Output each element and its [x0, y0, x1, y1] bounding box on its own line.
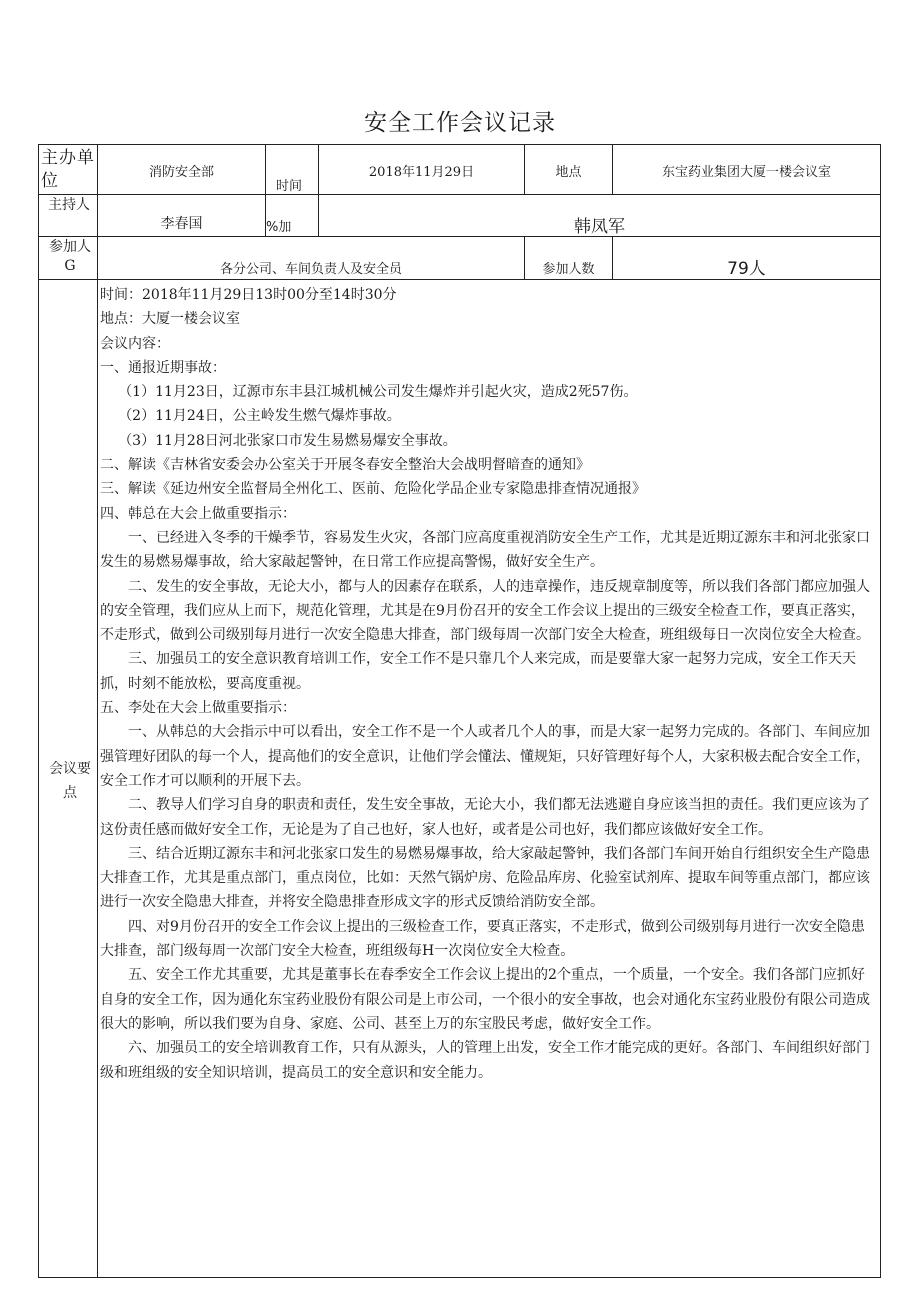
instruction-paragraph: 二、教导人们学习自身的职责和责任，发生安全事故，无论大小，我们都无法逃避自身应该当担的责任。我们更应该为了这份责任感而做好安全工作，无论是为了自己也好，家人也好，或者是公司也好，我们都应该做好安全工作。	[100, 797, 870, 838]
count-value: 79人	[727, 259, 766, 279]
section-heading: 五、李处在大会上做重要指示：	[100, 700, 296, 717]
chair-label: 主持人	[48, 197, 90, 213]
table-border-bottom	[38, 1277, 881, 1278]
meeting-minutes	[100, 283, 878, 1085]
participants-label: 参加人G	[49, 239, 91, 274]
table-col-divider	[97, 144, 98, 1278]
time-value: 2018年11月29日	[368, 165, 475, 180]
incident-item: （2）11月24日，公主岭发生燃气爆炸事故。	[118, 408, 401, 425]
table-row-divider	[38, 279, 881, 280]
section-heading: 一、通报近期事故：	[100, 359, 226, 376]
instruction-paragraph: 六、加强员工的安全培训教育工作，只有从源头，人的管理上出发，安全工作才能完成的更好。各部门、车间组织好部门级和班组级的安全知识培训，提高员工的安全意识和安全能力。	[100, 1040, 870, 1081]
minutes-content-heading: 会议内容：	[100, 335, 170, 352]
participants-value: 各分公司、车间负责人及安全员	[219, 262, 402, 277]
table-border-left	[38, 144, 39, 1278]
page-title: 安全工作会议记录	[364, 110, 556, 136]
section-heading: 三、解读《延边州安全监督局全州化工、医前、危险化学品企业专家隐患排查情况通报》	[100, 481, 646, 498]
table-border-top	[38, 144, 881, 145]
host-unit-value: 消防安全部	[148, 165, 214, 180]
chair-value: 李春国	[160, 216, 203, 232]
count-label: 参加人数	[542, 262, 595, 277]
minutes-place: 地点：大厦一楼会议室	[100, 311, 240, 328]
section-heading: 二、解读《吉林省安委会办公室关于开展冬春安全整治大会战明督暗查的通知》	[100, 457, 590, 474]
table-border-right	[880, 144, 881, 1278]
time-label: 时间	[276, 179, 303, 194]
instruction-paragraph: 一、从韩总的大会指示中可以看出，安全工作不是一个人或者几个人的事，而是大家一起努力完成的。各部门、车间应加强管理好团队的每一个人，提高他们的安全意识，让他们学会懂法、懂规矩，只好管理好每个人，大家积极去配合安全工作，安全工作才可以顺利的开展下去。	[100, 724, 870, 789]
instruction-paragraph: 四、对9月份召开的安全工作会议上提出的三级检查工作，要真正落实，不走形式，做到公司级别每月进行一次安全隐患大排查，部门级每周一次部门安全大检查，班组级每H一次岗位安全大检查。	[100, 918, 865, 960]
instruction-paragraph: 一、已经进入冬季的干燥季节，容易发生火灾，各部门应高度重视消防安全生产工作，尤其是近期辽源东丰和河北张家口发生的易燃易爆事故，给大家敲起警钟，在日常工作应提高警惕，做好安全生产。	[100, 529, 870, 571]
section-heading: 四、韩总在大会上做重要指示：	[100, 505, 296, 522]
instruction-paragraph: 二、发生的安全事故，无论大小，都与人的因素存在联系，人的违章操作，违反规章制度等，所以我们各部门都应加强人的安全管理，我们应从上而下，规范化管理，尤其是在9月份召开的安全工作会议上提出的三级安全检查工作，要真正落实，不走形式，做到公司级别每月进行一次安全隐患大排查，部门级每周一次部门安全大检查，班组级每日一次岗位安全大检查。	[100, 578, 870, 644]
instruction-paragraph: 三、结合近期辽源东丰和河北张家口发生的易燃易爆事故，给大家敲起警钟，我们各部门车间开始自行组织安全生产隐患大排查工作，尤其是重点部门，重点岗位，比如：天然气锅炉房、危险品库房、化验室试剂库、提取车间等重点部门，都应该进行一次安全隐患大排查，并将安全隐患排查形成文字的形式反馈给消防安全部。	[100, 845, 870, 911]
minutes-time: 时间：2018年11月29日13时00分至14时30分	[100, 287, 397, 303]
attend-value: 韩凤军	[574, 217, 625, 237]
place-value: 东宝药业集团大厦一楼会议室	[661, 165, 831, 180]
incident-item: （3）11月28日河北张家口市发生易燃易爆安全事故。	[118, 432, 457, 449]
instruction-paragraph: 三、加强员工的安全意识教育培训工作，安全工作不是只靠几个人来完成，而是要靠大家一起努力完成，安全工作天天抓，时刻不能放松，要高度重视。	[100, 651, 856, 692]
incident-item: （1）11月23日，辽源市东丰县江城机械公司发生爆炸并引起火灾，造成2死57伤。	[118, 384, 638, 401]
meeting-points-label: 会议要点	[49, 761, 91, 801]
host-unit-label: 主办单位	[41, 148, 95, 191]
table-row-divider	[38, 194, 881, 195]
place-label: 地点	[555, 165, 582, 180]
instruction-paragraph: 五、安全工作尤其重要，尤其是董事长在春季安全工作会议上提出的2个重点，一个质量，一个安全。我们各部门应抓好自身的安全工作，因为通化东宝药业股份有限公司是上市公司，一个很小的安全事故，也会对通化东宝药业股份有限公司造成很大的影响，所以我们要为自身、家庭、公司、甚至上万的东宝股民考虑，做好安全工作。	[100, 967, 870, 1032]
attend-label: %加	[266, 220, 292, 235]
